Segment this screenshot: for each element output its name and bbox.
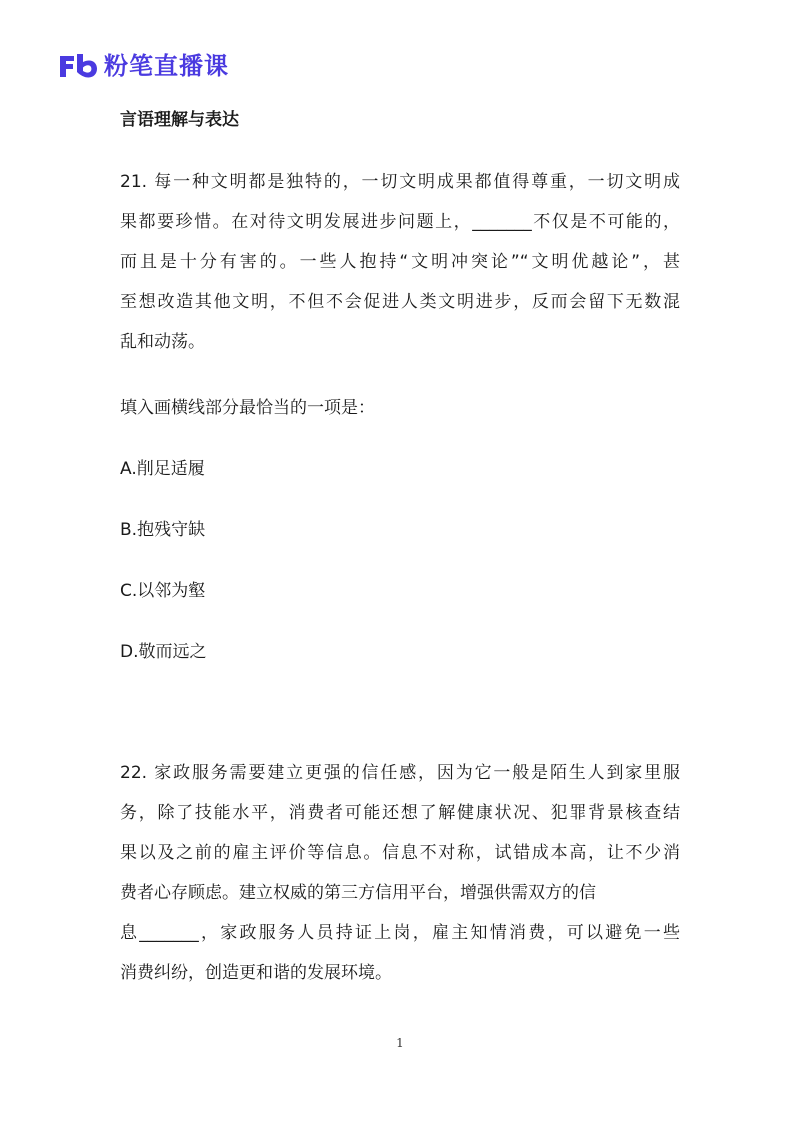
text-line: 21. 每一种文明都是独特的，一切文明成果都值得尊重，一切文明成 <box>120 172 680 192</box>
text-line: 22. 家政服务需要建立更强的信任感，因为它一般是陌生人到家里服 <box>120 763 680 783</box>
question-21-text <box>120 162 680 362</box>
option-a[interactable]: A.削足适履 <box>120 459 205 479</box>
logo-text: 粉笔直播课 <box>104 52 229 80</box>
fb-logo-icon <box>58 52 98 80</box>
question-21-prompt: 填入画横线部分最恰当的一项是： <box>120 398 375 418</box>
text-line: 乱和动荡。 <box>120 332 205 352</box>
page-number: 1 <box>396 1036 404 1050</box>
text-line: 而且是十分有害的。一些人抱持“文明冲突论”“文明优越论”，甚 <box>120 252 680 272</box>
text-line: 费者心存顾虑。建立权威的第三方信用平台，增强供需双方的信 <box>120 883 596 903</box>
text-line: 至想改造其他文明，不但不会促进人类文明进步，反而会留下无数混 <box>120 292 680 312</box>
option-d[interactable]: D.敬而远之 <box>120 642 207 662</box>
text-line: 果都要珍惜。在对待文明发展进步问题上，_______不仅是不可能的， <box>120 212 680 232</box>
option-c[interactable]: C.以邻为壑 <box>120 581 206 601</box>
text-line: 务，除了技能水平，消费者可能还想了解健康状况、犯罪背景核查结 <box>120 803 680 823</box>
question-22-text <box>120 753 680 993</box>
text-line: 息_______，家政服务人员持证上岗，雇主知情消费，可以避免一些 <box>120 923 680 943</box>
text-line: 消费纠纷，创造更和谐的发展环境。 <box>120 963 392 983</box>
option-b[interactable]: B.抱残守缺 <box>120 520 206 540</box>
text-line: 果以及之前的雇主评价等信息。信息不对称，试错成本高，让不少消 <box>120 843 680 863</box>
section-title: 言语理解与表达 <box>120 110 239 130</box>
brand-logo <box>58 52 229 80</box>
